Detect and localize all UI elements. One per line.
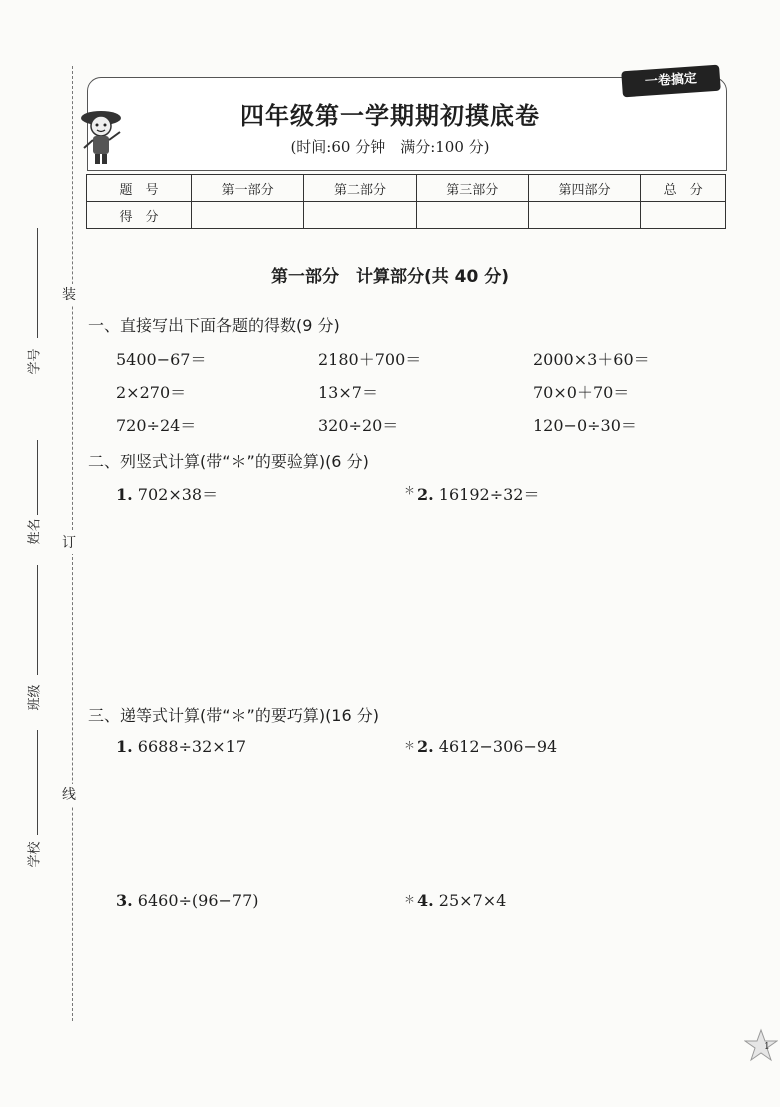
class-label: 班级	[27, 684, 43, 711]
item-expression: 6460÷(96−77)	[137, 891, 259, 910]
q1-item: 2000×3＋60＝	[533, 350, 650, 369]
score-header-cell: 第三部分	[416, 175, 528, 202]
exam-title: 四年级第一学期期初摸底卷	[240, 101, 540, 130]
q1-item: 2×270＝	[116, 383, 187, 402]
score-cell[interactable]	[304, 202, 416, 229]
exam-subtitle: (时间:60 分钟 满分:100 分)	[290, 138, 490, 156]
score-header-cell: 题 号	[87, 175, 192, 202]
score-row-label: 得 分	[87, 202, 192, 229]
q2-heading: 二、列竖式计算(带“＊”的要验算)(6 分)	[88, 452, 369, 471]
smart-calc-star-mark: ＊	[404, 893, 415, 906]
q1-item: 13×7＝	[318, 383, 378, 402]
score-cell[interactable]	[192, 202, 304, 229]
class-line	[37, 565, 38, 675]
score-table-score-row	[87, 202, 726, 229]
q1-item: 70×0＋70＝	[533, 383, 630, 402]
name-line	[37, 440, 38, 515]
school-line	[37, 730, 38, 835]
item-expression: 4612−306−94	[438, 737, 558, 756]
binding-char-zhuang: 装	[62, 284, 76, 306]
smart-calc-star-mark: ＊	[404, 739, 415, 752]
score-header-cell: 第一部分	[192, 175, 304, 202]
score-cell[interactable]	[528, 202, 640, 229]
item-expression: 25×7×4	[438, 891, 507, 910]
brand-badge: 一卷搞定	[621, 65, 721, 98]
score-cell[interactable]	[641, 202, 726, 229]
item-number: 4.	[417, 891, 434, 910]
score-header-cell: 第二部分	[304, 175, 416, 202]
q2-item-2	[404, 482, 539, 505]
q2-item-1	[116, 482, 218, 505]
q1-item: 720÷24＝	[116, 416, 197, 435]
q3-item-3	[116, 891, 259, 910]
item-number: 2.	[417, 737, 434, 756]
binding-char-ding: 订	[62, 532, 76, 554]
item-expression: 16192÷32＝	[438, 485, 540, 504]
q3-item-1	[116, 737, 246, 756]
q1-heading: 一、直接写出下面各题的得数(9 分)	[88, 316, 340, 335]
q3-item-2	[404, 737, 557, 756]
q3-heading: 三、递等式计算(带“＊”的要巧算)(16 分)	[88, 706, 379, 725]
page-star-icon	[744, 1028, 778, 1062]
score-cell[interactable]	[416, 202, 528, 229]
binding-char-xian: 线	[62, 784, 76, 806]
q1-item: 2180＋700＝	[318, 350, 422, 369]
score-table-header-row	[87, 175, 726, 202]
page-number: 1	[764, 1042, 770, 1052]
student-id-label: 学号	[27, 348, 43, 375]
item-expression: 6688÷32×17	[137, 737, 247, 756]
q1-item: 320÷20＝	[318, 416, 399, 435]
verify-star-mark: ＊	[404, 484, 415, 497]
score-table	[86, 174, 726, 229]
q3-item-4	[404, 891, 506, 910]
school-label: 学校	[27, 841, 43, 868]
q1-item: 120−0÷30＝	[533, 416, 637, 435]
part1-title: 第一部分 计算部分(共 40 分)	[270, 267, 510, 287]
score-header-cell: 总 分	[641, 175, 726, 202]
item-number: 3.	[116, 891, 133, 910]
q1-item: 5400−67＝	[116, 350, 207, 369]
item-number: 1.	[116, 485, 133, 504]
score-header-cell: 第四部分	[528, 175, 640, 202]
item-number: 2.	[417, 485, 434, 504]
item-expression: 702×38＝	[137, 485, 219, 504]
name-label: 姓名	[27, 518, 43, 545]
item-number: 1.	[116, 737, 133, 756]
